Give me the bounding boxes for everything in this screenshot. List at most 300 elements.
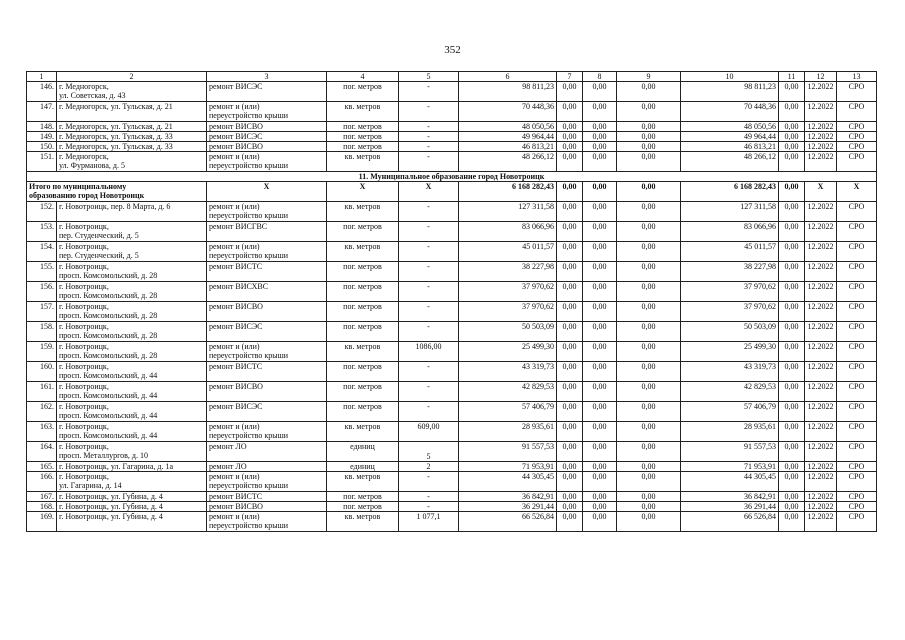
quantity-cell: - — [399, 492, 459, 502]
work-type-cell-line: ремонт ВИСВО — [209, 122, 263, 131]
row-number: 155. — [27, 262, 57, 282]
address-cell — [57, 362, 207, 382]
total-label-line: образованию город Новотроицк — [29, 191, 145, 200]
column-number: 8 — [583, 72, 617, 82]
unit-cell: пог. метров — [327, 132, 399, 142]
total-x-cell: Х — [327, 182, 399, 202]
value-cell: 0,00 — [617, 502, 681, 512]
total-cost-cell: 91 557,53 — [681, 442, 779, 462]
value-cell: 0,00 — [583, 362, 617, 382]
address-cell — [57, 422, 207, 442]
method-cell: СРО — [837, 382, 877, 402]
row-number: 149. — [27, 132, 57, 142]
cost-cell: 49 964,44 — [459, 132, 557, 142]
unit-cell: пог. метров — [327, 382, 399, 402]
value-cell: 0,00 — [617, 362, 681, 382]
address-cell-line: г. Новотроицк, пер. 8 Марта, д. 6 — [59, 202, 171, 211]
address-cell-line: г. Медногорск, — [59, 152, 109, 161]
total-cost-cell: 38 227,98 — [681, 262, 779, 282]
work-type-cell-line: переустройство крыши — [209, 251, 289, 260]
total-cost-cell: 71 953,91 — [681, 462, 779, 472]
value-cell: 0,00 — [617, 242, 681, 262]
address-cell-line: г. Новотроицк, — [59, 472, 109, 481]
address-cell-line: г. Новотроицк, — [59, 242, 109, 251]
value-cell: 0,00 — [557, 402, 583, 422]
value-cell: 0,00 — [617, 382, 681, 402]
cost-cell: 38 227,98 — [459, 262, 557, 282]
method-cell: СРО — [837, 222, 877, 242]
row-number: 162. — [27, 402, 57, 422]
value-cell: 0,00 — [583, 442, 617, 462]
date-cell: 12.2022 — [805, 222, 837, 242]
row-number: 159. — [27, 342, 57, 362]
address-cell — [57, 492, 207, 502]
work-type-cell — [207, 242, 327, 262]
address-cell-line: ул. Гагарина, д. 14 — [59, 481, 122, 490]
row-number: 150. — [27, 142, 57, 152]
value-cell: 0,00 — [617, 152, 681, 172]
value-cell: 0,00 — [557, 512, 583, 532]
value-cell: 0,00 — [617, 422, 681, 442]
value-cell: 0,00 — [583, 502, 617, 512]
address-cell-line: г. Новотроицк, ул. Губина, д. 4 — [59, 512, 163, 521]
total-cost-cell: 36 842,91 — [681, 492, 779, 502]
address-cell — [57, 262, 207, 282]
unit-cell: пог. метров — [327, 262, 399, 282]
table-row — [27, 222, 877, 242]
value-cell: 0,00 — [583, 122, 617, 132]
method-cell: СРО — [837, 422, 877, 442]
total-cost-cell: 6 168 282,43 — [459, 182, 557, 202]
row-number: 147. — [27, 102, 57, 122]
cost-cell: 83 066,96 — [459, 222, 557, 242]
date-cell: 12.2022 — [805, 282, 837, 302]
date-cell: 12.2022 — [805, 322, 837, 342]
cost-cell: 36 291,44 — [459, 502, 557, 512]
value-cell: 0,00 — [617, 342, 681, 362]
address-cell-line: г. Новотроицк, ул. Губина, д. 4 — [59, 502, 163, 511]
address-cell — [57, 202, 207, 222]
value-cell: 0,00 — [557, 262, 583, 282]
method-cell: СРО — [837, 282, 877, 302]
value-cell: 0,00 — [779, 262, 805, 282]
date-cell: 12.2022 — [805, 122, 837, 132]
value-cell: 0,00 — [617, 132, 681, 142]
quantity-cell: - — [399, 202, 459, 222]
column-number: 11 — [779, 72, 805, 82]
total-cost-cell: 66 526,84 — [681, 512, 779, 532]
total-cost-cell: 25 499,30 — [681, 342, 779, 362]
value-cell: 0,00 — [583, 152, 617, 172]
cost-cell: 66 526,84 — [459, 512, 557, 532]
work-type-cell-line: ремонт ВИСГВС — [209, 222, 268, 231]
row-number: 167. — [27, 492, 57, 502]
cost-cell: 57 406,79 — [459, 402, 557, 422]
value-cell: 0,00 — [583, 142, 617, 152]
unit-cell: пог. метров — [327, 322, 399, 342]
table-row — [27, 462, 877, 472]
address-cell-line: просп. Комсомольский, д. 28 — [59, 311, 158, 320]
table-row — [27, 342, 877, 362]
method-cell: СРО — [837, 82, 877, 102]
work-type-cell-line: переустройство крыши — [209, 351, 289, 360]
date-cell: 12.2022 — [805, 492, 837, 502]
work-type-cell — [207, 262, 327, 282]
address-cell-line: г. Новотроицк, — [59, 262, 109, 271]
value-cell: 0,00 — [779, 512, 805, 532]
row-number: 161. — [27, 382, 57, 402]
value-cell: 0,00 — [557, 382, 583, 402]
work-type-cell-line: ремонт ВИСВО — [209, 502, 263, 511]
quantity-cell: 1 077,1 — [399, 512, 459, 532]
address-cell — [57, 472, 207, 492]
unit-cell: пог. метров — [327, 222, 399, 242]
address-cell-line: просп. Комсомольский, д. 28 — [59, 291, 158, 300]
value-cell: 0,00 — [617, 472, 681, 492]
cost-cell: 43 319,73 — [459, 362, 557, 382]
date-cell: 12.2022 — [805, 462, 837, 472]
address-cell — [57, 152, 207, 172]
column-number: 1 — [27, 72, 57, 82]
row-number: 164. — [27, 442, 57, 462]
work-type-cell — [207, 382, 327, 402]
date-cell: 12.2022 — [805, 142, 837, 152]
quantity-cell: - — [399, 82, 459, 102]
address-cell — [57, 102, 207, 122]
table-row — [27, 382, 877, 402]
total-cost-cell: 36 291,44 — [681, 502, 779, 512]
table-row — [27, 512, 877, 532]
value-cell: 0,00 — [557, 302, 583, 322]
table-row — [27, 402, 877, 422]
row-number: 153. — [27, 222, 57, 242]
value-cell: 0,00 — [583, 472, 617, 492]
row-number: 158. — [27, 322, 57, 342]
value-cell: 0,00 — [779, 462, 805, 472]
work-type-cell-line: ремонт ВИСТС — [209, 362, 263, 371]
total-x-cell: Х — [399, 182, 459, 202]
unit-cell: пог. метров — [327, 302, 399, 322]
work-type-cell-line: ремонт ВИСТС — [209, 492, 263, 501]
value-cell: 0,00 — [557, 442, 583, 462]
work-type-cell — [207, 472, 327, 492]
table-row — [27, 82, 877, 102]
work-type-cell-line: переустройство крыши — [209, 481, 289, 490]
quantity-cell: 1086,00 — [399, 342, 459, 362]
work-type-cell-line: ремонт и (или) — [209, 242, 260, 251]
row-number: 160. — [27, 362, 57, 382]
value-cell: 0,00 — [583, 302, 617, 322]
date-cell: 12.2022 — [805, 132, 837, 142]
value-cell: 0,00 — [557, 152, 583, 172]
work-type-cell-line: ремонт ВИСТС — [209, 262, 263, 271]
address-cell-line: просп. Комсомольский, д. 44 — [59, 371, 158, 380]
address-cell-line: г. Новотроицк, — [59, 402, 109, 411]
value-cell: 0,00 — [617, 222, 681, 242]
quantity-cell: - — [399, 142, 459, 152]
table-row — [27, 502, 877, 512]
date-cell: 12.2022 — [805, 402, 837, 422]
address-cell-line: г. Новотроицк, — [59, 442, 109, 451]
address-cell-line: г. Медногорск, ул. Тульская, д. 21 — [59, 122, 173, 131]
table-row — [27, 262, 877, 282]
address-cell-line: г. Новотроицк, ул. Губина, д. 4 — [59, 492, 163, 501]
table-row — [27, 202, 877, 222]
address-cell-line: просп. Комсомольский, д. 28 — [59, 351, 158, 360]
cost-cell: 25 499,30 — [459, 342, 557, 362]
total-label-line: Итого по муниципальному — [29, 182, 127, 191]
method-cell: СРО — [837, 492, 877, 502]
section-title: 11. Муниципальное образование город Новотроицк — [27, 172, 877, 182]
work-type-cell — [207, 442, 327, 462]
date-cell: 12.2022 — [805, 472, 837, 492]
unit-cell: кв. метров — [327, 152, 399, 172]
total-cost-cell: 46 813,21 — [681, 142, 779, 152]
value-cell: 0,00 — [583, 402, 617, 422]
cost-cell: 70 448,36 — [459, 102, 557, 122]
value-cell: 0,00 — [617, 512, 681, 532]
row-number: 157. — [27, 302, 57, 322]
date-cell: 12.2022 — [805, 152, 837, 172]
address-cell-line: г. Новотроицк, — [59, 382, 109, 391]
cost-cell: 42 829,53 — [459, 382, 557, 402]
value-cell: 0,00 — [617, 262, 681, 282]
quantity-cell: - — [399, 362, 459, 382]
address-cell — [57, 82, 207, 102]
address-cell-line: г. Медногорск, ул. Тульская, д. 33 — [59, 142, 173, 151]
value-cell: 0,00 — [617, 142, 681, 152]
column-number-row — [27, 72, 877, 82]
value-cell: 0,00 — [557, 222, 583, 242]
row-number: 156. — [27, 282, 57, 302]
value-cell: 0,00 — [583, 132, 617, 142]
total-value-cell: 0,00 — [617, 182, 681, 202]
value-cell: 0,00 — [779, 472, 805, 492]
cost-cell: 98 811,23 — [459, 82, 557, 102]
address-cell-line: просп. Комсомольский, д. 28 — [59, 271, 158, 280]
value-cell: 0,00 — [779, 82, 805, 102]
work-type-cell — [207, 402, 327, 422]
total-cost-cell: 127 311,58 — [681, 202, 779, 222]
value-cell: 0,00 — [779, 102, 805, 122]
cost-cell: 45 011,57 — [459, 242, 557, 262]
quantity-cell: - — [399, 282, 459, 302]
value-cell: 0,00 — [557, 202, 583, 222]
column-number: 3 — [207, 72, 327, 82]
unit-cell: кв. метров — [327, 422, 399, 442]
work-type-cell — [207, 82, 327, 102]
work-type-cell — [207, 422, 327, 442]
column-number: 13 — [837, 72, 877, 82]
method-cell: СРО — [837, 472, 877, 492]
date-cell: 12.2022 — [805, 502, 837, 512]
row-number: 146. — [27, 82, 57, 102]
cost-cell: 127 311,58 — [459, 202, 557, 222]
column-number: 6 — [459, 72, 557, 82]
total-cost-cell: 42 829,53 — [681, 382, 779, 402]
method-cell: СРО — [837, 122, 877, 132]
total-label — [27, 182, 207, 202]
table-row — [27, 152, 877, 172]
method-cell: СРО — [837, 322, 877, 342]
cost-cell: 71 953,91 — [459, 462, 557, 472]
total-cost-cell: 45 011,57 — [681, 242, 779, 262]
address-cell — [57, 302, 207, 322]
address-cell — [57, 512, 207, 532]
work-type-cell — [207, 222, 327, 242]
address-cell-line: г. Новотроицк, — [59, 422, 109, 431]
quantity-cell: - — [399, 242, 459, 262]
method-cell: СРО — [837, 262, 877, 282]
row-number: 165. — [27, 462, 57, 472]
work-type-cell — [207, 202, 327, 222]
quantity-cell: - — [399, 402, 459, 422]
work-type-cell — [207, 342, 327, 362]
value-cell: 0,00 — [557, 362, 583, 382]
method-cell: СРО — [837, 342, 877, 362]
quantity-cell: - — [399, 262, 459, 282]
total-cost-cell: 57 406,79 — [681, 402, 779, 422]
quantity-cell: - — [399, 122, 459, 132]
cost-cell: 37 970,62 — [459, 282, 557, 302]
value-cell: 0,00 — [557, 282, 583, 302]
value-cell: 0,00 — [617, 282, 681, 302]
value-cell: 0,00 — [617, 82, 681, 102]
work-type-cell-line: ремонт и (или) — [209, 512, 260, 521]
value-cell: 0,00 — [557, 122, 583, 132]
address-cell — [57, 442, 207, 462]
value-cell: 0,00 — [583, 342, 617, 362]
total-cost-cell: 28 935,61 — [681, 422, 779, 442]
table-row — [27, 282, 877, 302]
work-type-cell-line: ремонт и (или) — [209, 472, 260, 481]
date-cell: 12.2022 — [805, 422, 837, 442]
value-cell: 0,00 — [779, 402, 805, 422]
quantity-cell: - — [399, 152, 459, 172]
table-row — [27, 122, 877, 132]
address-cell — [57, 222, 207, 242]
value-cell: 0,00 — [617, 492, 681, 502]
method-cell: СРО — [837, 202, 877, 222]
column-number: 7 — [557, 72, 583, 82]
total-cost-cell: 98 811,23 — [681, 82, 779, 102]
value-cell: 0,00 — [583, 462, 617, 472]
row-number: 154. — [27, 242, 57, 262]
value-cell: 0,00 — [779, 202, 805, 222]
unit-cell: пог. метров — [327, 492, 399, 502]
address-cell-line: пер. Студенческий, д. 5 — [59, 251, 139, 260]
address-cell — [57, 122, 207, 132]
work-type-cell — [207, 132, 327, 142]
value-cell: 0,00 — [779, 152, 805, 172]
table-row — [27, 362, 877, 382]
value-cell: 0,00 — [583, 492, 617, 502]
value-cell: 0,00 — [557, 322, 583, 342]
quantity-cell: - — [399, 222, 459, 242]
cost-cell: 28 935,61 — [459, 422, 557, 442]
address-cell-line: г. Новотроицк, — [59, 302, 109, 311]
address-cell — [57, 462, 207, 472]
work-type-cell-line: переустройство крыши — [209, 111, 289, 120]
work-type-cell — [207, 492, 327, 502]
work-type-cell-line: ремонт ВИСХВС — [209, 282, 269, 291]
value-cell: 0,00 — [583, 102, 617, 122]
value-cell: 0,00 — [583, 242, 617, 262]
address-cell-line: просп. Комсомольский, д. 44 — [59, 411, 158, 420]
quantity-cell: - — [399, 322, 459, 342]
cost-cell: 91 557,53 — [459, 442, 557, 462]
work-type-cell-line: ремонт ВИСЭС — [209, 82, 263, 91]
work-type-cell-line: ремонт и (или) — [209, 152, 260, 161]
column-number: 9 — [617, 72, 681, 82]
total-x-cell: Х — [207, 182, 327, 202]
value-cell: 0,00 — [557, 242, 583, 262]
value-cell: 0,00 — [583, 422, 617, 442]
table-row — [27, 322, 877, 342]
total-value-cell: 0,00 — [557, 182, 583, 202]
work-type-cell — [207, 102, 327, 122]
value-cell: 0,00 — [557, 82, 583, 102]
value-cell: 0,00 — [557, 422, 583, 442]
cost-cell: 37 970,62 — [459, 302, 557, 322]
work-type-cell-line: ремонт и (или) — [209, 102, 260, 111]
value-cell: 0,00 — [617, 402, 681, 422]
address-cell-line: просп. Металлургов, д. 10 — [59, 451, 148, 460]
value-cell: 0,00 — [583, 282, 617, 302]
total-value-cell: 0,00 — [779, 182, 805, 202]
row-number: 163. — [27, 422, 57, 442]
unit-cell: пог. метров — [327, 502, 399, 512]
work-type-cell-line: ремонт и (или) — [209, 422, 260, 431]
work-type-cell — [207, 512, 327, 532]
quantity-cell: - — [399, 382, 459, 402]
cost-cell: 48 050,56 — [459, 122, 557, 132]
total-cost-cell: 83 066,96 — [681, 222, 779, 242]
work-type-cell-line: ремонт ВИСВО — [209, 382, 263, 391]
quantity-cell: 2 — [399, 462, 459, 472]
value-cell: 0,00 — [779, 282, 805, 302]
total-cost-cell: 6 168 282,43 — [681, 182, 779, 202]
address-cell-line: г. Медногорск, — [59, 82, 109, 91]
total-cost-cell: 37 970,62 — [681, 302, 779, 322]
column-number: 12 — [805, 72, 837, 82]
work-type-cell — [207, 302, 327, 322]
address-cell-line: г. Новотроицк, — [59, 222, 109, 231]
address-cell-line: просп. Комсомольский, д. 28 — [59, 331, 158, 340]
total-cost-cell: 48 266,12 — [681, 152, 779, 172]
value-cell: 0,00 — [583, 222, 617, 242]
table-row — [27, 422, 877, 442]
unit-cell: кв. метров — [327, 472, 399, 492]
address-cell-line: г. Новотроицк, — [59, 362, 109, 371]
value-cell: 0,00 — [617, 442, 681, 462]
total-x-cell: Х — [837, 182, 877, 202]
quantity-cell: - — [399, 132, 459, 142]
work-type-cell — [207, 152, 327, 172]
method-cell: СРО — [837, 462, 877, 472]
total-cost-cell: 70 448,36 — [681, 102, 779, 122]
unit-cell: кв. метров — [327, 202, 399, 222]
address-cell-line: г. Новотроицк, — [59, 282, 109, 291]
work-type-cell-line: ремонт ВИСЭС — [209, 322, 263, 331]
value-cell: 0,00 — [779, 502, 805, 512]
address-cell-line: пер. Студенческий, д. 5 — [59, 231, 139, 240]
unit-cell: пог. метров — [327, 362, 399, 382]
unit-cell: пог. метров — [327, 282, 399, 302]
value-cell: 0,00 — [583, 82, 617, 102]
method-cell: СРО — [837, 362, 877, 382]
value-cell: 0,00 — [557, 142, 583, 152]
